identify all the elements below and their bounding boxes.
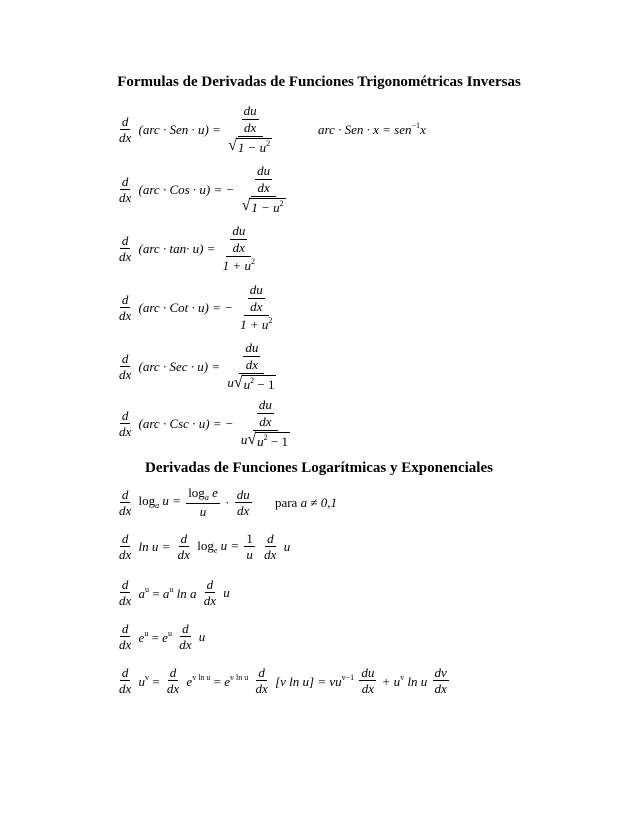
formula-power-u-v: $\frac{d}{dx}$ $u^v$ = $\frac{d}{dx}$ $e^{v ln u} = e^{v ln u}$ $\frac{d}{dx}$ [v $\ln u] = vu^{v-1}$ $\frac{du}{dx}$ + $u^v$ ln u $\frac{dv}{dx}$ <box>119 665 447 696</box>
formula-arccos: $\frac{d}{dx}$ (arc · Cos · u) = − $\frac{du}{dx}$ √ $1 - u^2$ <box>119 163 284 215</box>
formula-arccot: $\frac{d}{dx}$ (arc · Cot · u) = − $\frac{\frac{du}{dx}}{1 + u^2}$ <box>119 282 273 332</box>
formula-arccsc: $\frac{d}{dx}$ (arc · Csc · u) = − $\frac{du}{dx}$ u √ $u^2 - 1$ <box>119 397 288 449</box>
formula-arctan: $\frac{d}{dx}$ (arc · tan· u) = $\frac{\frac{du}{dx}}{1 + u^2}$ <box>119 223 255 273</box>
formula-exp-base-e: $\frac{d}{dx}$ $e^u = e^u$ $\frac{d}{dx}$ u <box>119 621 206 652</box>
formula-ln: $\frac{d}{dx}$ ln u = $\frac{d}{dx}$ $\log_e u$ = $\frac{1}{u}$ $\frac{d}{dx}$ u <box>119 531 291 562</box>
formula-arcsin: $\frac{d}{dx}$ (arc · Sen · u) = $\frac{du}{dx}$ √ $1 - u^2$ <box>119 103 271 155</box>
formula-exp-base-a: $\frac{d}{dx}$ $a^u = a^u$ ln a $\frac{d}{dx}$ u <box>119 577 230 608</box>
arcsin-notation-note: arc · Sen · x = sen$^{-1}$x <box>318 121 426 137</box>
heading-trig-inverse: Formulas de Derivadas de Funciones Trigonométricas Inversas <box>117 74 521 90</box>
formula-arcsec: $\frac{d}{dx}$ (arc · Sec · u) = $\frac{du}{dx}$ u √ $u^2 - 1$ <box>119 340 275 392</box>
heading-log-exp: Derivadas de Funciones Logarítmicas y Exponenciales <box>145 460 493 476</box>
formula-log-base-a: $\frac{d}{dx}$ $\log_a u$ = $\frac{\log_a e}{u}$ · $\frac{du}{dx}$ para a ≠ 0,1 <box>119 485 337 519</box>
